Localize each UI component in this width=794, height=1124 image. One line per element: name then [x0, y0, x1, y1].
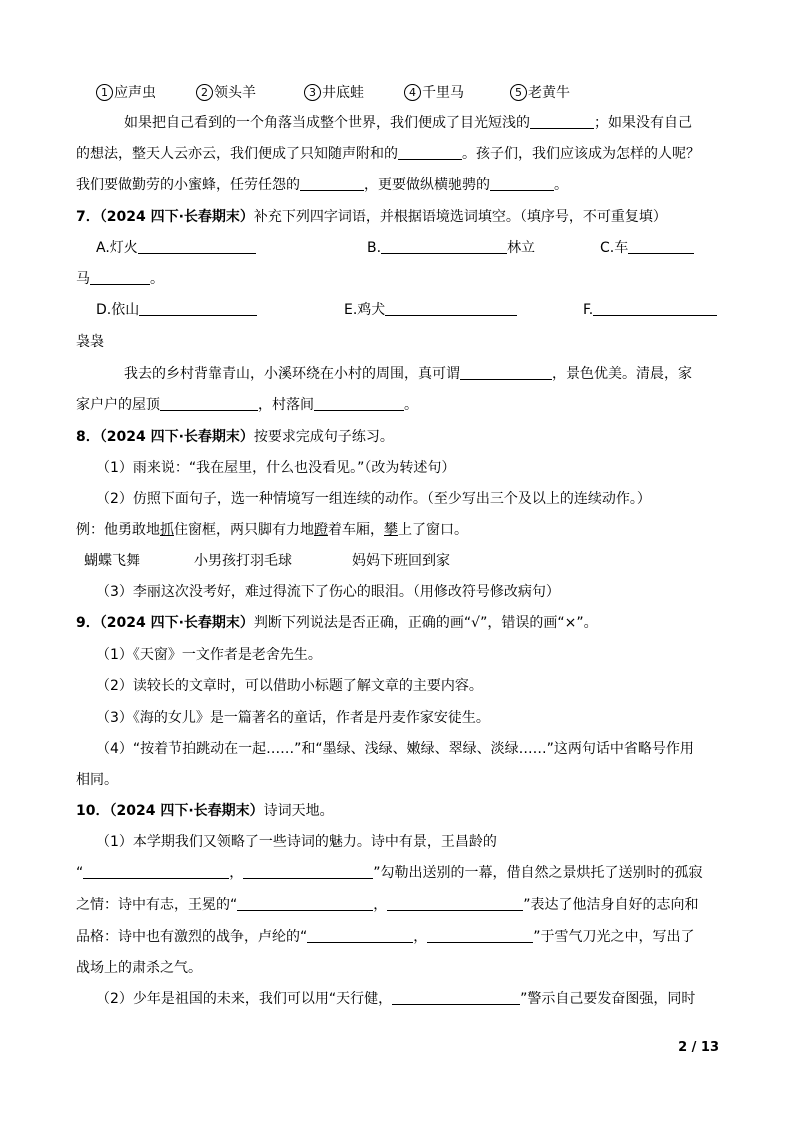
q8-item-3: （3）李丽这次没考好，难过得流下了伤心的眼泪。（用修改符号修改病句） — [96, 584, 560, 600]
option-4: 4 千里马 — [404, 82, 464, 102]
answer-blank[interactable] — [460, 365, 552, 380]
option-1: 1 应声虫 — [96, 82, 156, 102]
q7-option-b: B. 林立 — [367, 240, 536, 256]
q8-item-2: （2）仿照下面句子，选一种情境写一组连续的动作。（至少写出三个及以上的连续动作。） — [96, 491, 651, 507]
para1-line2: 的想法，整天人云亦云，我们便成了只知随声附和的 。孩子们，我们应该成为怎样的人呢？ — [76, 146, 700, 162]
page-number: 2 / 13 — [678, 1040, 719, 1055]
q8-scenario-2: 小男孩打羽毛球 — [194, 553, 292, 569]
answer-blank[interactable] — [530, 114, 594, 129]
answer-blank[interactable] — [398, 145, 462, 160]
question-8-stem: 8．（2024 四下·长春期末）按要求完成句子练习。 — [76, 429, 394, 445]
answer-blank[interactable] — [387, 896, 523, 911]
q7-passage-line2: 家户户的屋顶 ，村落间 。 — [76, 397, 418, 413]
q9-item-4-cont: 相同。 — [76, 772, 118, 788]
q9-item-4: （4）“按着节拍跳动在一起……”和“墨绿、浅绿、嫩绿、翠绿、淡绿……”这两句话中省略号作用 — [96, 741, 694, 757]
q7-option-a: A.灯火 — [96, 238, 256, 258]
answer-blank[interactable] — [300, 176, 364, 191]
answer-blank[interactable] — [593, 301, 717, 316]
answer-blank[interactable] — [307, 928, 413, 943]
question-7-stem: 7．（2024 四下·长春期末）补充下列四字词语，并根据语境选词填空。（填序号，不可重复填） — [76, 209, 667, 225]
q10-item-1-line4: 品格：诗中也有激烈的战争，卢纶的“ ， ”于雪气刀光之中，写出了 — [76, 929, 695, 945]
question-10-stem: 10．（2024 四下·长春期末）诗词天地。 — [76, 803, 334, 819]
answer-blank[interactable] — [243, 864, 373, 879]
q10-item-1-line2: “ ， ”勾勒出送别的一幕，借自然之景烘托了送别时的孤寂 — [76, 865, 703, 881]
q8-example: 例：他勇敢地抓住窗框，两只脚有力地蹬着车厢，攀上了窗口。 — [76, 522, 468, 538]
answer-blank[interactable] — [392, 990, 520, 1005]
q8-scenario-1: 蝴蝶飞舞 — [84, 553, 140, 569]
q7-option-e: E.鸡犬 — [344, 300, 517, 320]
answer-blank[interactable] — [83, 864, 229, 879]
q7-option-f-cont: 袅袅 — [76, 334, 104, 350]
option-3: 3 井底蛙 — [304, 82, 364, 102]
answer-blank[interactable] — [385, 301, 517, 316]
option-2: 2 领头羊 — [196, 82, 256, 102]
para1-line3: 我们要做勤劳的小蜜蜂，任劳任怨的 ，更要做纵横驰骋的 。 — [76, 177, 568, 193]
q10-item-1: （1）本学期我们又领略了一些诗词的魅力。诗中有景，王昌龄的 — [96, 834, 497, 850]
answer-blank[interactable] — [138, 239, 256, 254]
q9-item-2: （2）读较长的文章时，可以借助小标题了解文章的主要内容。 — [96, 678, 483, 694]
q7-passage-line1: 我去的乡村背靠青山，小溪环绕在小村的周围，真可谓 ，景色优美。清晨，家 — [124, 366, 692, 382]
answer-blank[interactable] — [160, 396, 258, 411]
q10-item-1-line5: 战场上的肃杀之气。 — [76, 960, 202, 976]
q10-item-2: （2）少年是祖国的未来，我们可以用“天行健， ”警示自己要发奋图强，同时 — [96, 991, 696, 1007]
option-5: 5 老黄牛 — [510, 82, 570, 102]
answer-blank[interactable] — [381, 239, 507, 254]
q7-option-d: D.依山 — [96, 300, 257, 320]
q10-item-1-line3: 之情：诗中有志，王冕的“ ， ”表达了他洁身自好的志向和 — [76, 897, 699, 913]
answer-blank[interactable] — [139, 301, 257, 316]
answer-blank[interactable] — [314, 396, 404, 411]
answer-blank[interactable] — [490, 176, 554, 191]
para1-line1: 如果把自己看到的一个角落当成整个世界，我们便成了目光短浅的 ；如果没有自己 — [124, 115, 692, 131]
q7-option-c-cont: 马 。 — [76, 271, 164, 287]
q9-item-3: （3）《海的女儿》是一篇著名的童话，作者是丹麦作家安徒生。 — [96, 710, 490, 726]
answer-blank[interactable] — [90, 270, 150, 285]
q7-option-c: C.车 — [600, 238, 694, 258]
question-9-stem: 9．（2024 四下·长春期末）判断下列说法是否正确，正确的画“√”，错误的画“×”。 — [76, 615, 598, 631]
q8-scenario-3: 妈妈下班回到家 — [352, 553, 450, 569]
q9-item-1: （1）《天窗》一文作者是老舍先生。 — [96, 647, 322, 663]
answer-blank[interactable] — [237, 896, 373, 911]
q7-option-f: F. — [583, 300, 717, 320]
answer-blank[interactable] — [427, 928, 533, 943]
q8-item-1: （1）雨来说：“我在屋里，什么也没看见。”（改为转述句） — [96, 460, 456, 476]
answer-blank[interactable] — [628, 239, 694, 254]
